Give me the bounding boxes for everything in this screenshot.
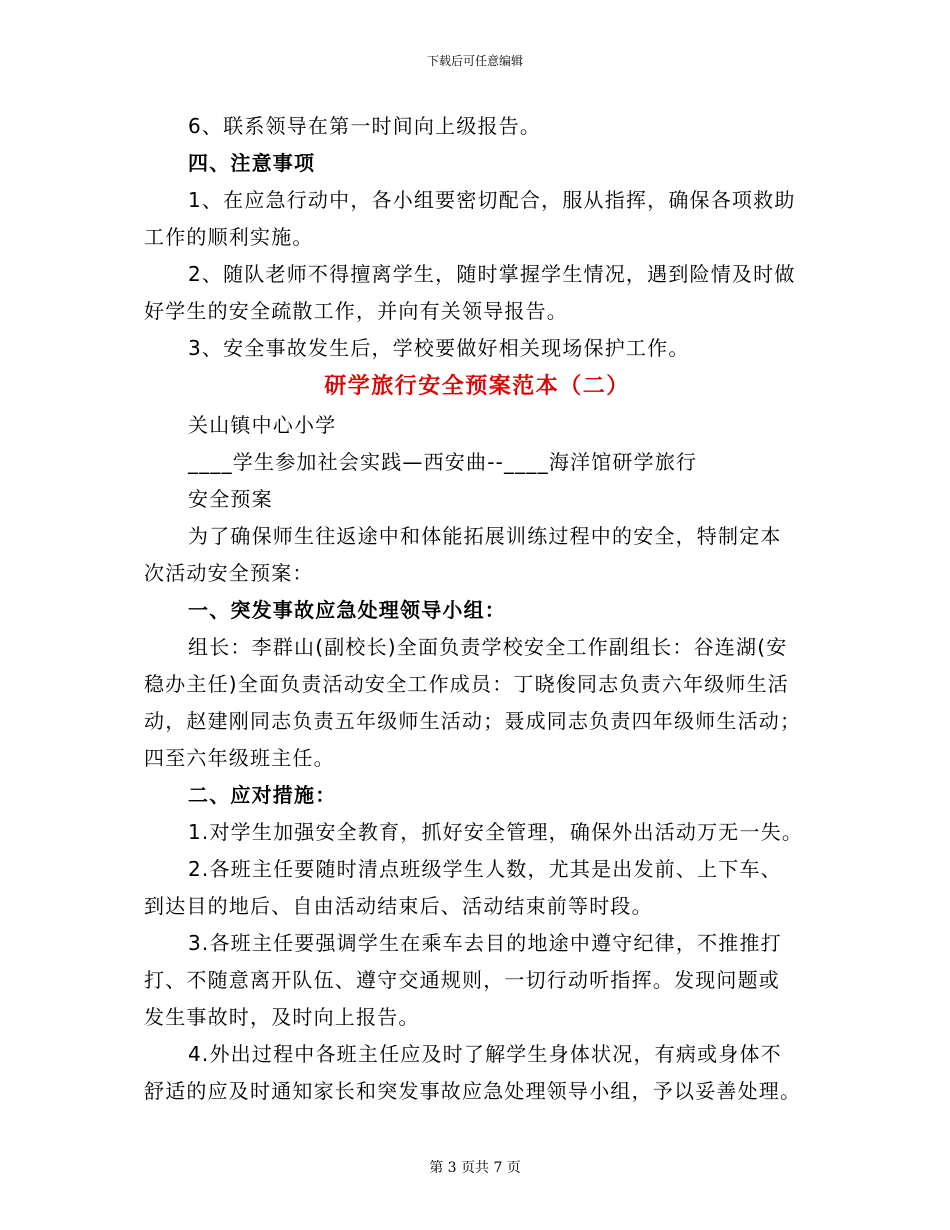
paragraph-line: 6、联系领导在第一时间向上级报告。 bbox=[188, 114, 542, 138]
paragraph-line: 1、在应急行动中，各小组要密切配合，服从指挥，确保各项救助 bbox=[188, 188, 796, 212]
section-safety-plan bbox=[144, 407, 810, 1110]
paragraph-line: 到达目的地后、自由活动结束后、活动结束前等时段。 bbox=[144, 894, 653, 918]
paragraph-line: 安全预案 bbox=[188, 487, 273, 511]
paragraph-line: 2、随队老师不得擅离学生，随时掌握学生情况，遇到险情及时做 bbox=[188, 262, 796, 286]
paragraph-line: 稳办主任)全面负责活动安全工作成员：丁晓俊同志负责六年级师生活 bbox=[144, 672, 790, 696]
paragraph-line: 2.各班主任要随时清点班级学生人数，尤其是出发前、上下车、 bbox=[188, 857, 782, 881]
section-heading: 二、应对措施： bbox=[188, 783, 337, 807]
paragraph-line: ____学生参加社会实践—西安曲--____海洋馆研学旅行 bbox=[188, 450, 698, 474]
section-heading: 一、突发事故应急处理领导小组： bbox=[188, 598, 506, 622]
page-footer: 第 3 页共 7 页 bbox=[429, 1160, 521, 1176]
paragraph-line: 工作的顺利实施。 bbox=[144, 225, 314, 249]
section-heading: 四、注意事项 bbox=[188, 151, 316, 175]
paragraph-line: 次活动安全预案： bbox=[144, 561, 314, 585]
section-emergency-notes bbox=[144, 108, 810, 367]
paragraph-line: 关山镇中心小学 bbox=[188, 413, 337, 437]
paragraph-line: 好学生的安全疏散工作，并向有关领导报告。 bbox=[144, 299, 568, 323]
document-body bbox=[144, 108, 810, 1110]
section-title: 研学旅行安全预案范本（二） bbox=[324, 374, 630, 399]
paragraph-line: 4.外出过程中各班主任应及时了解学生身体状况，有病或身体不 bbox=[188, 1042, 782, 1066]
paragraph-line: 3、安全事故发生后，学校要做好相关现场保护工作。 bbox=[188, 336, 690, 360]
paragraph-line: 四至六年级班主任。 bbox=[144, 746, 335, 770]
page-header: 下载后可任意编辑 bbox=[426, 54, 523, 68]
paragraph-line: 打、不随意离开队伍、遵守交通规则，一切行动听指挥。发现问题或 bbox=[144, 968, 780, 992]
paragraph-line: 动，赵建刚同志负责五年级师生活动；聂成同志负责四年级师生活动； bbox=[144, 709, 802, 733]
paragraph-line: 舒适的应及时通知家长和突发事故应急处理领导小组，予以妥善处理。 bbox=[144, 1079, 802, 1103]
paragraph-line: 组长：李群山(副校长)全面负责学校安全工作副组长：谷连湖(安 bbox=[188, 635, 788, 659]
paragraph-line: 3.各班主任要强调学生在乘车去目的地途中遵守纪律，不推推打 bbox=[188, 931, 782, 955]
paragraph-line: 1.对学生加强安全教育，抓好安全管理，确保外出活动万无一失。 bbox=[188, 820, 804, 844]
paragraph-line: 为了确保师生往返途中和体能拓展训练过程中的安全，特制定本 bbox=[188, 524, 782, 548]
paragraph-line: 发生事故时，及时向上报告。 bbox=[144, 1005, 420, 1029]
